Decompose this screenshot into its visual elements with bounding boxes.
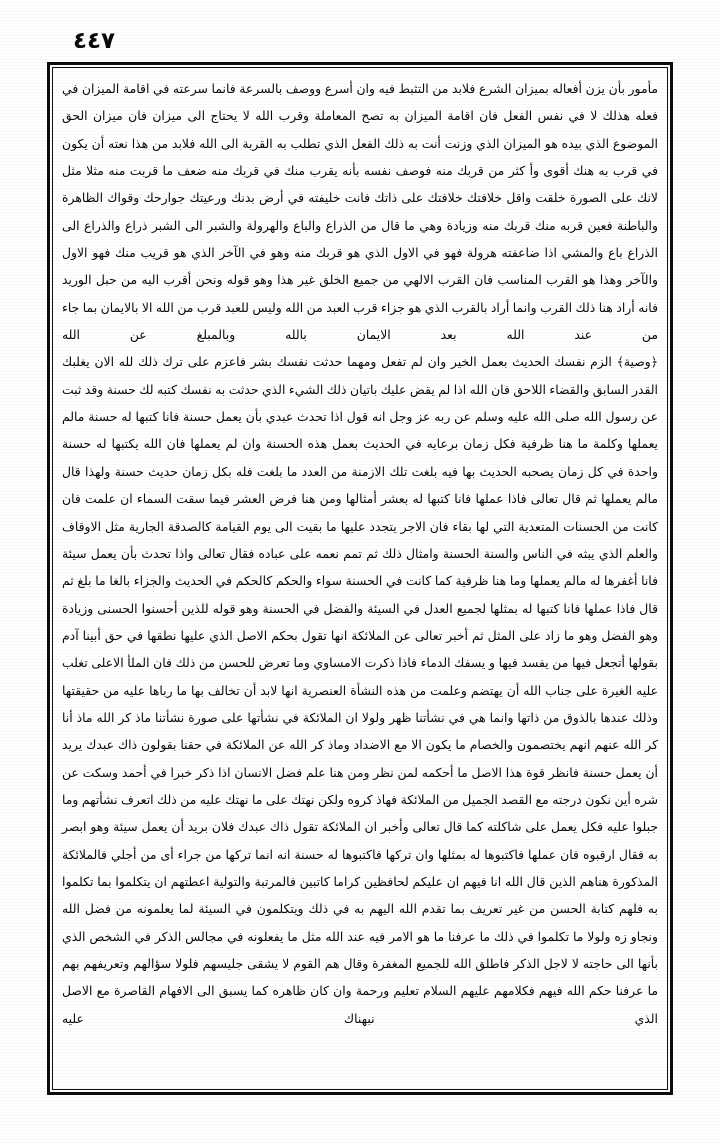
paragraph-2: ﴿وصية﴾ الزم نفسك الحديث بعمل الخير وان لم تفعل ومهما حدثت نفسك بشر فاعزم على ترك ذلك لله الان يغلبك القدر السابق والقضاء اللاحق فان الله اذا لم يقض عليك باتيان ذلك الشيء الذي حدثت به نفسك كتبه لك حسنة وقد ثبت عن رسول الله صلى الله عليه وسلم عن ربه عز وجل انه قول اذا تحدث عبدي بأن يعمل حسنة فانا كتبها له حسنة مالم يعملها وكلمة ما هنا ظرفية فكل زمان برعايه في الحديث بعمل هذه الحسنة وان لم يعملها فان الله يكتبها له حسنة واحدة في كل زمان يصحبه الحديث بها فيه بلغت تلك الازمنة من العدد ما بلغت فله بكل زمان حديث حسنة ولهذا قال مالم يعملها ثم قال تعالى فاذا عملها فانا كتبها له بعشر أمثالها ومن هنا فرض العشر فيما سقت السماء ان علمت فان كانت من الحسنات المتعدية التي لها بقاء فان الاجر يتجدد عليها ما بقيت الى يوم القيامة كالصدقة الجارية مثل الاوقاف والعلم الذي يبثه في الناس والسنة الحسنة وامثال ذلك ثم تمم نعمه على عباده فقال تعالى واذا تحدث بأن يعمل سيئة فانا أغفرها له مالم يعملها وما هنا ظرفية كما كانت في الحسنة سواء والحكم كالحكم في الحديث والجزاء بالغا ما بلغ ثم قال فاذا عملها فانا كتبها له بمثلها لجميع العدل في السيئة والفضل في الحسنة وهو قوله للذين أحسنوا الحسنى وزيادة وهو الفضل وهو ما زاد على المثل ثم أخبر تعالى عن الملائكة انها تقول بحكم الاصل الذي عليها نطقها في حق أبينا آدم بقولها أتجعل فيها من يفسد فيها و يسفك الدماء فاذا ذكرت الامساوي وما تعرض للحسن من ذلك فان الملأ الاعلى تغلب عليه الغيرة على جناب الله أن يهتضم وعلمت من هذه النشأة العنصرية انها لابد أن تخالف بها ما رباها عليه من حقيقتها وذلك عندها بالذوق من ذاتها وانما هي في نشأتنا ظهر ولولا ان الملائكة في نشأتها على صورة نشأتنا ماذ كر الله ماذ أنا كر الله عنهم انهم يختصمون والخصام ما يكون الا مع الاضداد وماذ كر الله عن الملائكة في حقنا بقولون ذاك عبدك يريد أن يعمل حسنة فانظر قوة هذا الاصل ما أحكمه لمن نظر ومن هنا علم فضل الانسان اذا ذكر خبرا في أحمد وسكت عن شره أين نكون درجته مع القصد الجميل من الملائكة فهاذ كروه ولكن نهتك على ما نهتك عليه من ذلك اتعرف نشأتهم وما جبلوا عليه فكل يعمل على شاكلته كما قال تعالى وأخبر ان الملائكة تقول ذاك عبدك فلان بريد أن يعمل سيئة وهو ابصر به فقال ارقبوه فان عملها فاكتبوها له بمثلها وان تركها فاكتبوها له حسنة انه انما تركها من جراء أى من أجلي فالملائكة المذكورة هناهم الذين قال الله انا فيهم ان عليكم لحافظين كراما كاتبين فالمرتبة والتولية اعطتهم ان يتكلموا بما تكلموا به فلهم كتابة الحسن من غير تعريف بما تقدم الله اليهم به في ذلك ويتكلمون في السيئة لما يعلمونه من فضل الله ونجاو زه ولولا ما تكلموا في ذلك ما عرفنا ما هو الامر فيه عند الله مثل ما يفعلونه في مجالس الذكر في الشخص الذي بأنها الى حاجته لا لاجل الذكر فاطلق الله للجميع المغفرة وقال هم القوم لا يشقى جليسهم فلولا سؤالهم وتعريفهم بهم ما عرفنا حكم الله فيهم فكلامهم عليهم السلام تعليم ورحمة وان كان ظاهره كما يسبق الى الافهام القاصرة مع الاصل الذي نبهناك عليه [62,354,658,1026]
paragraph-1: مأمور بأن يزن أفعاله بميزان الشرع فلابد من التثبط فيه وان أسرع ووصف بالسرعة فانما سرعته في اقامة الميزان في فعله هذلك لا في نفس الفعل فان اقامة الميزان به تصح المعاملة وقرب الله لا يحتاج الى ميزان فان ميزان الحق الموضوع الذي بيده هو الميزان الذي وزنت أنت به ذلك الفعل الذي تطلب به القربة الى الله فلابد من هذا نعته أن يكون في قرب به هنك أقوى وأ كثر من قربك منه فوصف نفسه بأنه يقرب منك في قربك منه ضعف ما قربت منه مثلا مثل لانك على الصورة خلقت واقل خلافتك خلافتك على ذاتك فانت خليفته في أرض بدنك ورعيتك جوارحك وقواك الظاهرة والباطنة فعين قربه منك قربك منه وزيادة وهي ما قال من الذراع والباع والهرولة والشبر الى الشبر ذراع والذراع الى الذراع باع والمشي اذا ضاعفته هرولة فهو في الاول الذي هو قربك منه وهو في الآخر الذي هو قريب منك فهو الاول والآخر وهذا هو القرب المناسب فان القرب الالهي من جميع الخلق غير هذا وهو قوله ونحن أقرب اليه من حبل الوريد فانه أراد هنا ذلك القرب وانما أراد بالقرب الذي هو جزاء قرب العبد من الله وليس للعبد قرب من الله الا بالايمان بما جاء من عند الله بعد الايمان بالله وبالمبلغ عن الله [62,81,658,343]
body-text-block [62,75,658,1032]
bottom-margin [0,1096,720,1143]
text-frame-outer-rule [47,62,673,1095]
text-frame-inner-rule [52,67,668,1090]
page-number: ٤٤٧ [72,28,116,54]
